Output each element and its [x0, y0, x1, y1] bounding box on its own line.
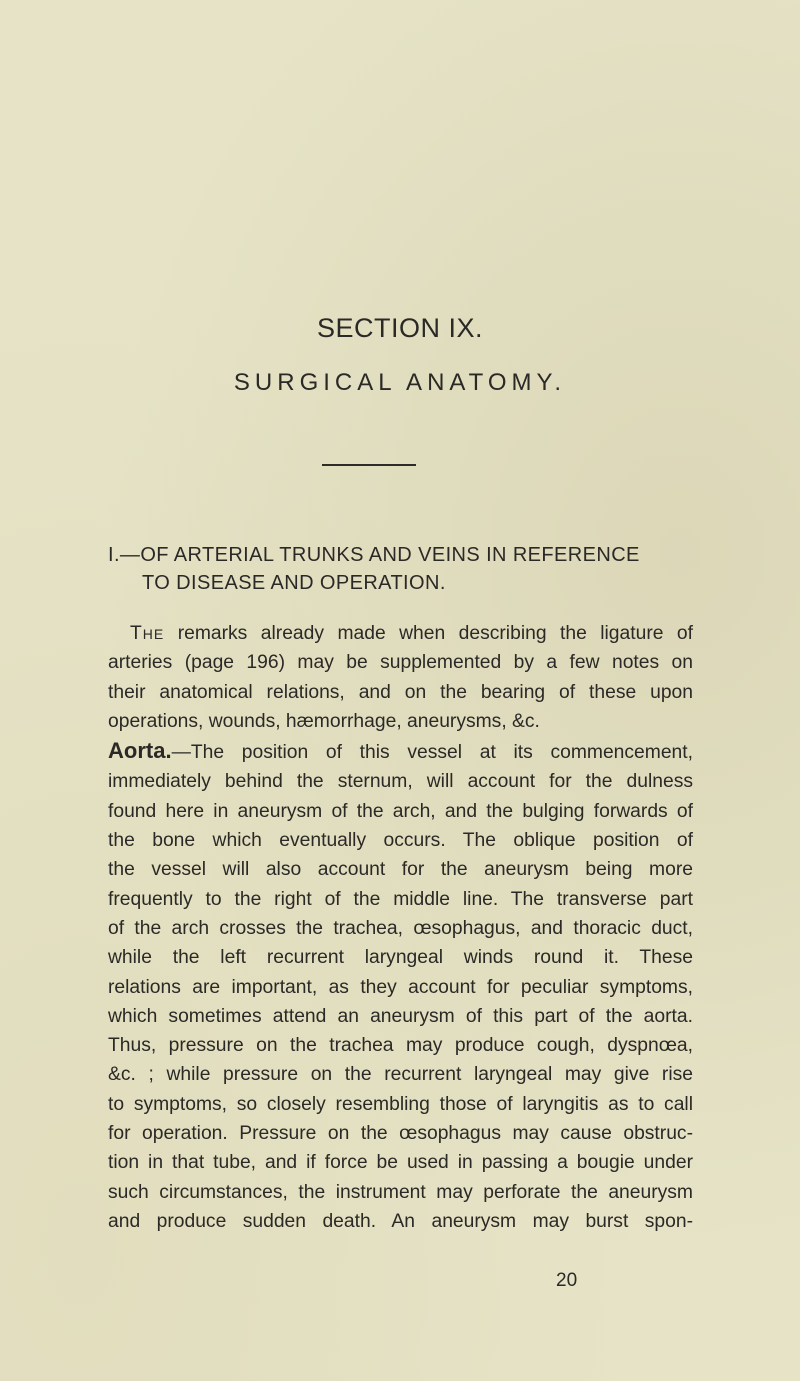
paragraph-1-line-3: their anatomical relations, and on the bearing of these upon [108, 681, 693, 703]
paragraph-2-line-3: found here in aneurysm of the arch, and the bulging forwards of [108, 800, 693, 822]
aorta-heading: Aorta. [108, 738, 172, 764]
paragraph-2-line-12: &c. ; while pressure on the recurrent laryngeal may give rise [108, 1064, 693, 1086]
paragraph-2-line-15: tion in that tube, and if force be used in passing a bougie under [108, 1152, 693, 1174]
paragraph-2-line-2: immediately behind the sternum, will account for the dulness [108, 771, 693, 793]
paragraph-1-line-4: operations, wounds, hæmorrhage, aneurysms, &c. [108, 710, 540, 732]
paragraph-2-text: —The position of this vessel at its commencement, [171, 742, 693, 764]
paragraph-2-line-6: frequently to the right of the middle line. The transverse part [108, 888, 693, 910]
paragraph-2-line-7: of the arch crosses the trachea, œsophagus, and thoracic duct, [108, 917, 693, 939]
body-text [108, 619, 693, 1236]
paragraph-2-line-13: to symptoms, so closely resembling those of laryngitis as to call [108, 1093, 693, 1115]
divider-rule [322, 464, 416, 466]
page-number: 20 [556, 1270, 578, 1291]
paragraph-2-line-14: for operation. Pressure on the œsophagus may cause obstruc- [108, 1123, 693, 1145]
paragraph-1-line-2: arteries (page 196) may be supplemented by a few notes on [108, 652, 693, 674]
paragraph-2-line-17: and produce sudden death. An aneurysm may burst spon- [108, 1210, 693, 1232]
paragraph-1-line-1 [108, 619, 693, 648]
paragraph-2-line-4: the bone which eventually occurs. The oblique position of [108, 830, 693, 852]
paragraph-2-line-8: while the left recurrent laryngeal winds round it. These [108, 947, 693, 969]
paragraph-2-line-11: Thus, pressure on the trachea may produce cough, dyspnœa, [108, 1035, 693, 1057]
paragraph-1-opening: The [130, 623, 165, 644]
subheading-line-2: TO DISEASE AND OPERATION. [142, 572, 446, 594]
chapter-subheading [108, 541, 708, 597]
paragraph-2-line-1 [108, 736, 693, 767]
subheading-line-1: I.—OF ARTERIAL TRUNKS AND VEINS IN REFERENCE [108, 544, 640, 566]
main-title: SURGICAL ANATOMY. [233, 369, 567, 396]
paragraph-1-text: remarks already made when describing the ligature of [177, 623, 694, 644]
paragraph-2-line-10: which sometimes attend an aneurysm of this part of the aorta. [108, 1005, 693, 1027]
section-title: SECTION IX. [316, 313, 484, 343]
paragraph-2-line-5: the vessel will also account for the aneurysm being more [108, 859, 693, 881]
paragraph-2-line-16: such circumstances, the instrument may perforate the aneurysm [108, 1181, 693, 1203]
paragraph-2-line-9: relations are important, as they account for peculiar symptoms, [108, 976, 693, 998]
